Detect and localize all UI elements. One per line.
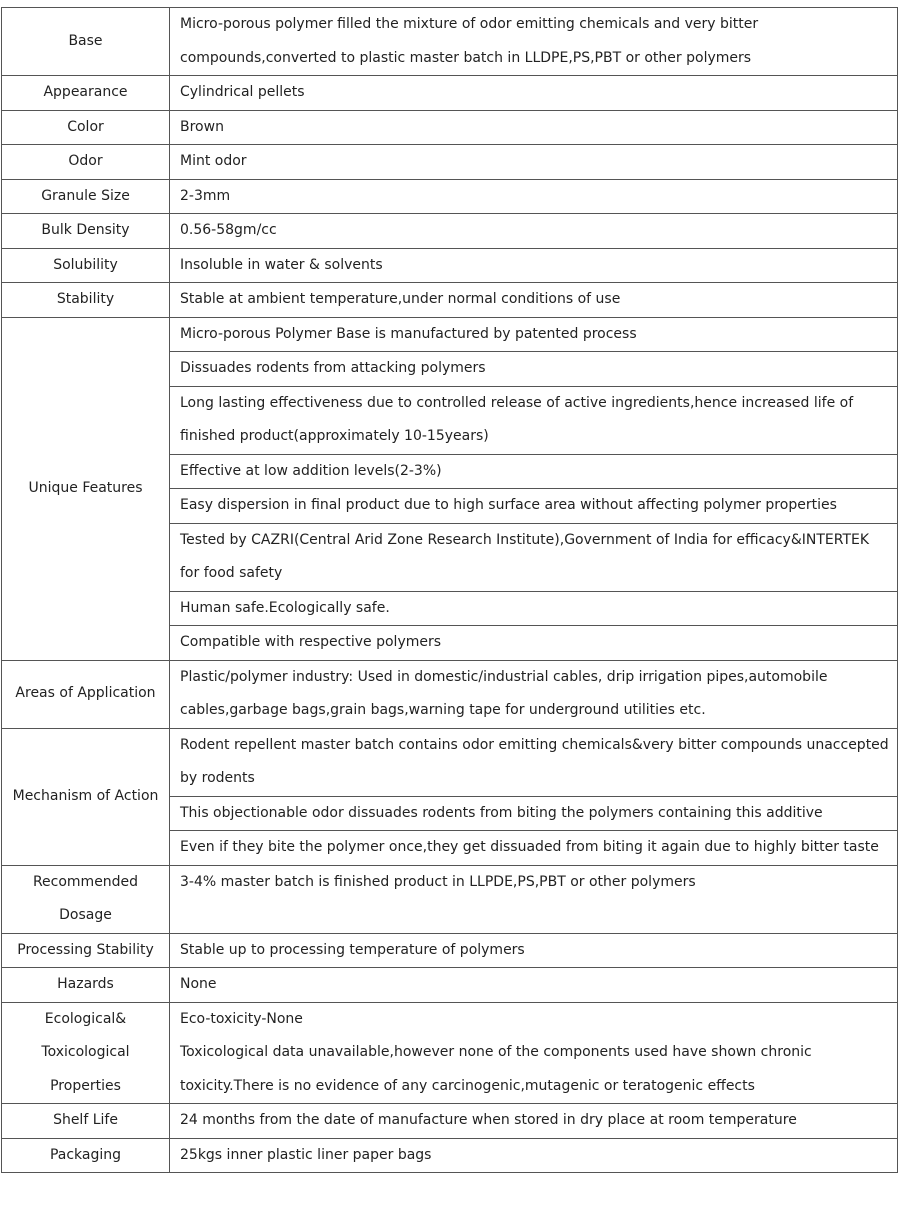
table-row [2,8,898,76]
table-row [2,865,898,933]
eco-toxicity-line: Eco-toxicity-None [180,1010,303,1027]
row-value: Compatible with respective polymers [170,626,898,661]
row-label: Hazards [2,968,170,1003]
table-row [2,248,898,283]
row-value: 2-3mm [170,179,898,214]
row-label: Mechanism of Action [2,728,170,865]
row-value: 25kgs inner plastic liner paper bags [170,1138,898,1173]
table-row [2,214,898,249]
table-row [2,317,898,352]
row-value: Micro-porous Polymer Base is manufactured by patented process [170,317,898,352]
row-value: Even if they bite the polymer once,they get dissuaded from biting it again due to highly bitter taste [170,831,898,866]
row-value: Effective at low addition levels(2-3%) [170,454,898,489]
row-value: Dissuades rodents from attacking polymers [170,352,898,387]
table-row [2,1104,898,1139]
row-label: Solubility [2,248,170,283]
row-label: Areas of Application [2,660,170,728]
row-value: Brown [170,110,898,145]
row-value: Stable up to processing temperature of polymers [170,933,898,968]
row-value: Micro-porous polymer filled the mixture of odor emitting chemicals and very bitter compounds,converted to plastic master batch in LLDPE,PS,PBT or other polymers [170,8,898,76]
table-row [2,1138,898,1173]
row-value: 24 months from the date of manufacture when stored in dry place at room temperature [170,1104,898,1139]
table-row [2,76,898,111]
table-row [2,179,898,214]
row-value: Long lasting effectiveness due to controlled release of active ingredients,hence increased life of finished product(approximately 10-15years) [170,386,898,454]
row-label: Shelf Life [2,1104,170,1139]
spec-table [1,7,898,1173]
table-row [2,283,898,318]
table-row [2,145,898,180]
table-row [2,968,898,1003]
table-row [2,1002,898,1104]
row-value: 0.56-58gm/cc [170,214,898,249]
table-row [2,110,898,145]
row-label: Appearance [2,76,170,111]
row-value: Rodent repellent master batch contains odor emitting chemicals&very bitter compounds unaccepted by rodents [170,728,898,796]
row-label: Base [2,8,170,76]
row-value: None [170,968,898,1003]
row-label: Recommended Dosage [2,865,170,933]
row-value: 3-4% master batch is finished product in LLPDE,PS,PBT or other polymers [170,865,898,933]
row-value [170,1002,898,1104]
row-label: Bulk Density [2,214,170,249]
table-row [2,933,898,968]
row-value: Insoluble in water & solvents [170,248,898,283]
row-value: Human safe.Ecologically safe. [170,591,898,626]
row-label: Unique Features [2,317,170,660]
toxicological-line: Toxicological data unavailable,however none of the components used have shown chronic toxicity.There is no evidence of any carcinogenic,mutagenic or teratogenic effects [180,1044,812,1094]
row-value: Cylindrical pellets [170,76,898,111]
row-label: Stability [2,283,170,318]
row-label: Ecological& Toxicological Properties [2,1002,170,1104]
row-label: Packaging [2,1138,170,1173]
row-label: Odor [2,145,170,180]
row-value: Easy dispersion in final product due to high surface area without affecting polymer properties [170,489,898,524]
row-value: Mint odor [170,145,898,180]
row-label: Color [2,110,170,145]
row-label: Granule Size [2,179,170,214]
row-value: Plastic/polymer industry: Used in domestic/industrial cables, drip irrigation pipes,automobile cables,garbage bags,grain bags,warning tape for underground utilities etc. [170,660,898,728]
row-value: Tested by CAZRI(Central Arid Zone Research Institute),Government of India for efficacy&INTERTEK for food safety [170,523,898,591]
table-row [2,728,898,796]
table-row [2,660,898,728]
row-value: Stable at ambient temperature,under normal conditions of use [170,283,898,318]
row-label: Processing Stability [2,933,170,968]
row-value: This objectionable odor dissuades rodents from biting the polymers containing this additive [170,796,898,831]
